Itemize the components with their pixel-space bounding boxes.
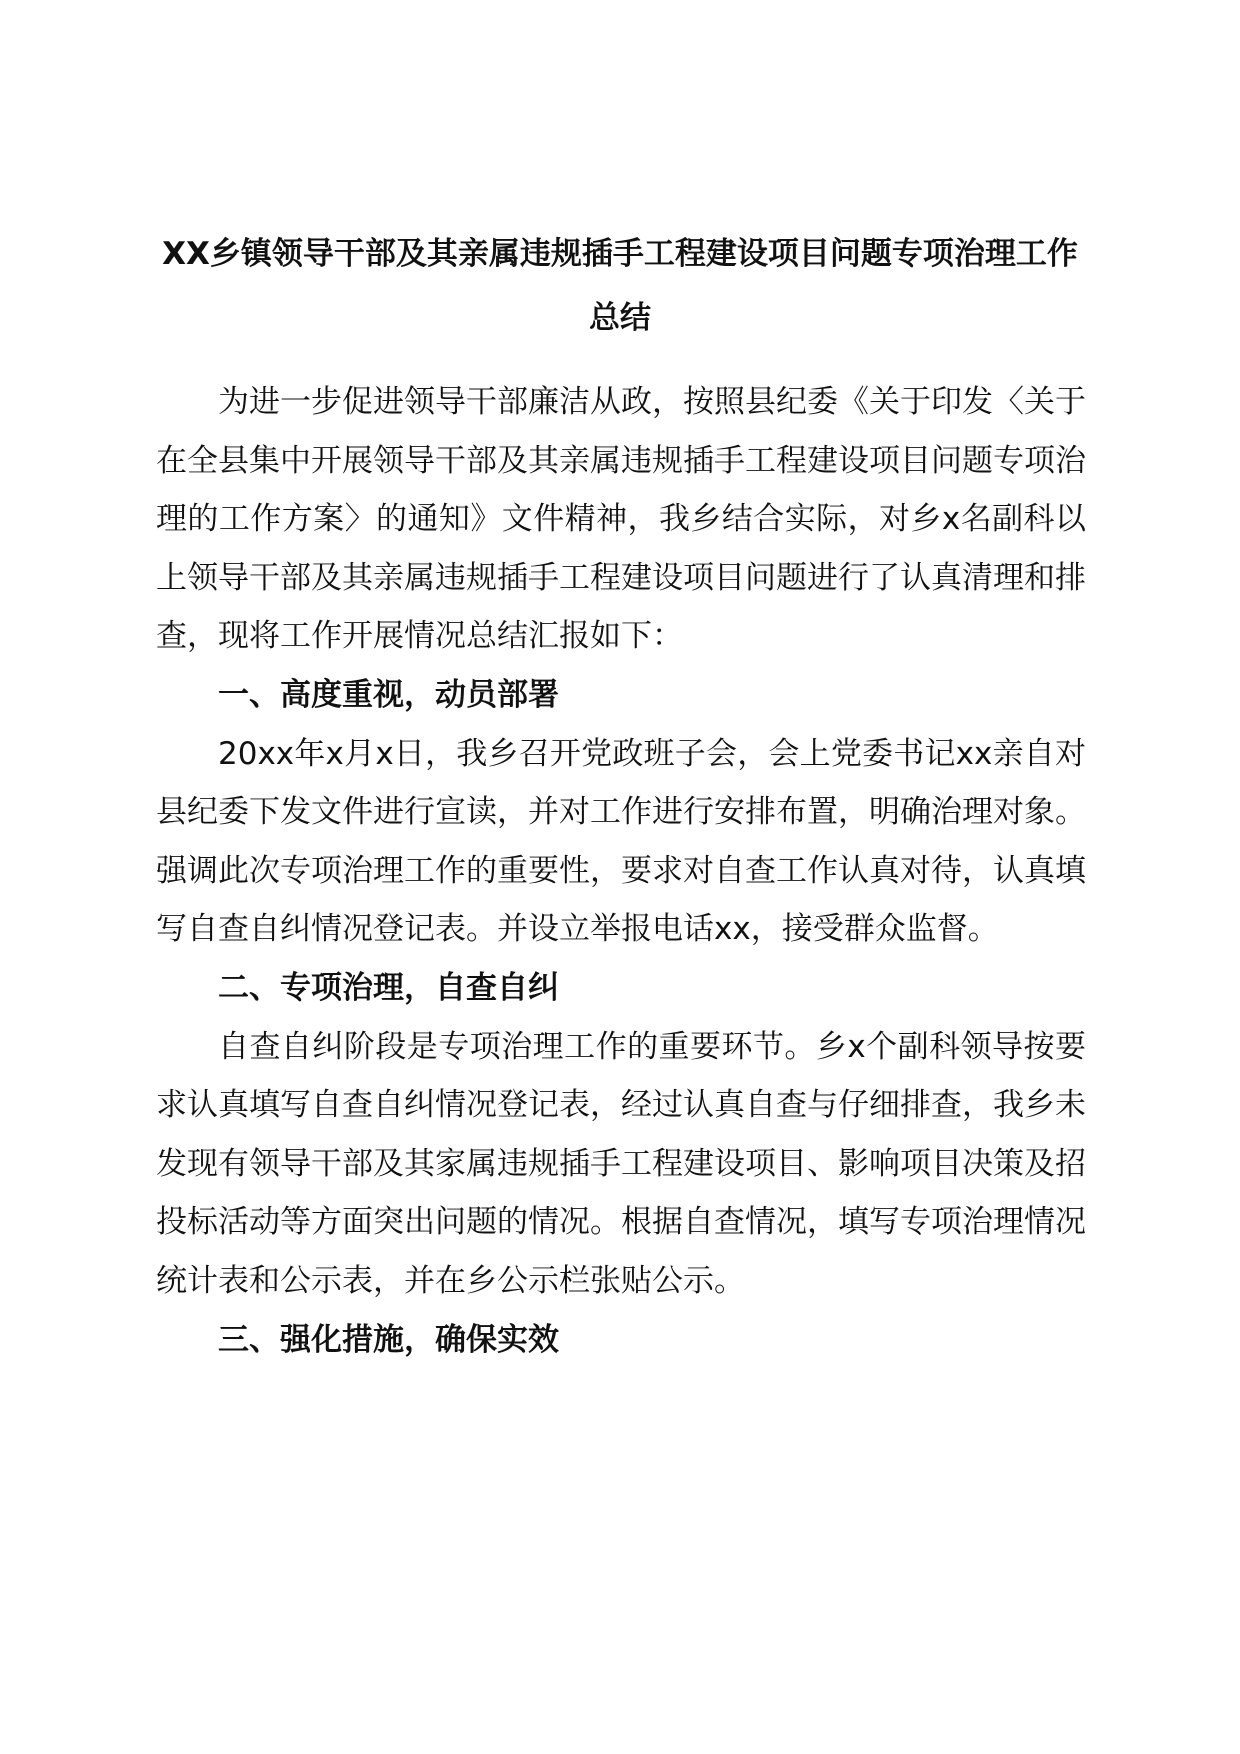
- section-paragraph-2: 自查自纠阶段是专项治理工作的重要环节。乡x个副科领导按要求认真填写自查自纠情况登记表，经过认真自查与仔细排查，我乡未发现有领导干部及其家属违规插手工程建设项目、影响项目决策及招投标活动等方面突出问题的情况。根据自查情况，填写专项治理情况统计表和公示表，并在乡公示栏张贴公示。: [156, 1028, 1086, 1299]
- section-heading-3: 三、强化措施，确保实效: [218, 1321, 559, 1358]
- section-heading-2: 二、专项治理，自查自纠: [218, 969, 559, 1006]
- document-title: XX乡镇领导干部及其亲属违规插手工程建设项目问题专项治理工作总结: [162, 236, 1078, 336]
- document-body: [156, 373, 1086, 1369]
- intro-paragraph: 为进一步促进领导干部廉洁从政，按照县纪委《关于印发〈关于在全县集中开展领导干部及其亲属违规插手工程建设项目问题专项治理的工作方案〉的通知》文件精神，我乡结合实际，对乡x名副科以上领导干部及其亲属违规插手工程建设项目问题进行了认真清理和排查，现将工作开展情况总结汇报如下：: [156, 384, 1086, 655]
- section-paragraph-1: 20xx年x月x日，我乡召开党政班子会，会上党委书记xx亲自对县纪委下发文件进行宣读，并对工作进行安排布置，明确治理对象。强调此次专项治理工作的重要性，要求对自查工作认真对待，认真填写自查自纠情况登记表。并设立举报电话xx，接受群众监督。: [156, 735, 1086, 948]
- section-heading-1: 一、高度重视，动员部署: [218, 676, 559, 713]
